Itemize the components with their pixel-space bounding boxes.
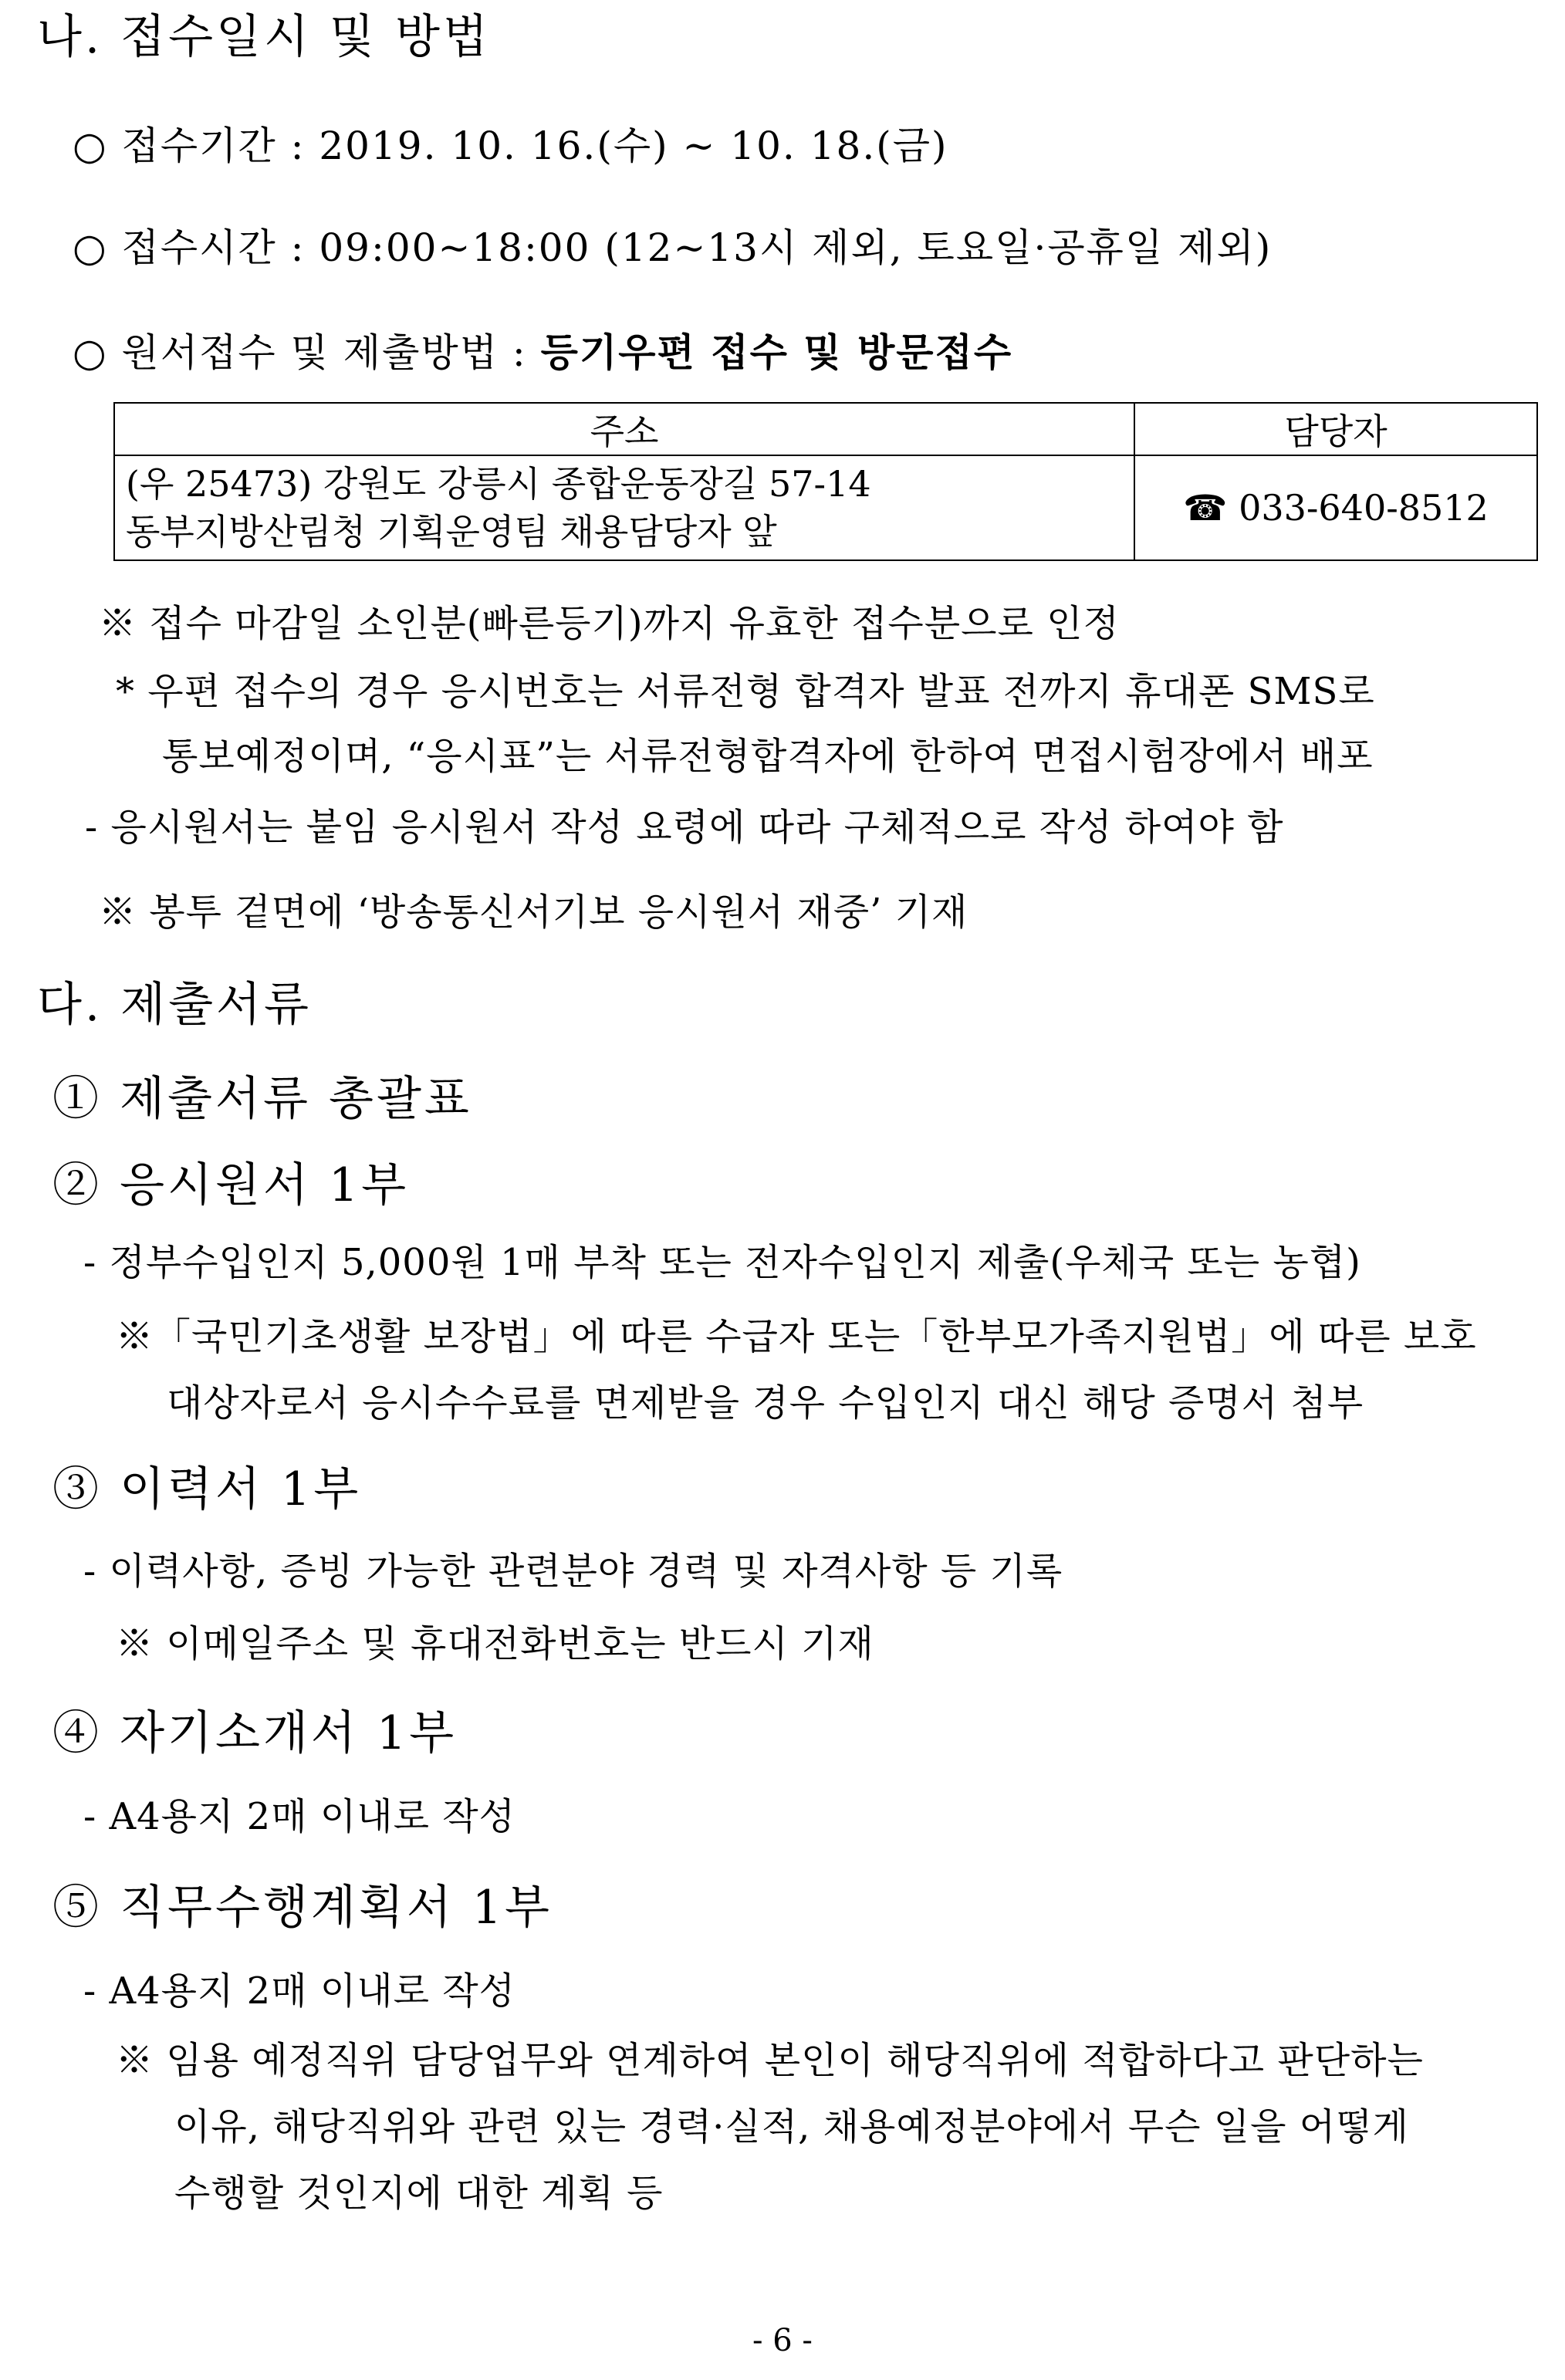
page-number: - 6 - <box>752 2323 813 2358</box>
address-line-1: (우 25473) 강원도 강릉시 종합운동장길 57-14 <box>126 463 871 505</box>
item-2-note-line-1: ※「국민기초생활 보장법」에 따른 수급자 또는「한부모가족지원법」에 따른 보호 <box>116 1315 1477 1358</box>
item-2-dash: - 정부수입인지 5,000원 1매 부착 또는 전자수입인지 제출(우체국 또는 농협) <box>83 1241 1361 1284</box>
item-2-note-line-2: 대상자로서 응시수수료를 면제받을 경우 수입인지 대신 해당 증명서 첨부 <box>167 1381 1364 1425</box>
item-5-note-line-3: 수행할 것인지에 대한 계획 등 <box>174 2172 664 2215</box>
note-postmark: ※ 접수 마감일 소인분(빠른등기)까지 유효한 접수분으로 인정 <box>99 602 1120 645</box>
section-heading-na: 나. 접수일시 및 방법 <box>37 10 491 64</box>
item-5-note-line-2: 이유, 해당직위와 관련 있는 경력·실적, 채용예정분야에서 무슨 일을 어떻게 <box>174 2105 1409 2148</box>
table-row <box>114 455 1537 560</box>
note-sms-line-1: * 우편 접수의 경우 응시번호는 서류전형 합격자 발표 전까지 휴대폰 SMS로 <box>116 670 1375 713</box>
address-line-2: 동부지방산림청 기획운영팀 채용담당자 앞 <box>126 511 777 553</box>
reception-period: ○ 접수기간 : 2019. 10. 16.(수) ~ 10. 18.(금) <box>73 123 948 168</box>
reception-time: ○ 접수시간 : 09:00~18:00 (12~13시 제외, 토요일·공휴일 제외) <box>73 225 1273 270</box>
item-5-dash: - A4용지 2매 이내로 작성 <box>83 1969 515 2013</box>
submission-method <box>73 330 1013 375</box>
item-4-heading: ④ 자기소개서 1부 <box>52 1706 458 1760</box>
note-envelope: ※ 봉투 겉면에 ‘방송통신서기보 응시원서 재중’ 기재 <box>99 891 968 934</box>
address-table <box>113 402 1538 561</box>
submission-method-value: 등기우편 접수 및 방문접수 <box>540 330 1013 375</box>
item-2-heading: ② 응시원서 1부 <box>52 1158 410 1212</box>
address-cell <box>114 455 1134 560</box>
section-heading-da: 다. 제출서류 <box>37 978 312 1032</box>
note-sms-line-2: 통보예정이며, “응시표”는 서류전형합격자에 한하여 면접시험장에서 배포 <box>162 735 1374 778</box>
item-4-dash: - A4용지 2매 이내로 작성 <box>83 1795 515 1838</box>
header-address: 주소 <box>114 403 1134 455</box>
dash-application-form: - 응시원서는 붙임 응시원서 작성 요령에 따라 구체적으로 작성 하여야 함 <box>85 806 1284 849</box>
item-3-dash: - 이력사항, 증빙 가능한 관련분야 경력 및 자격사항 등 기록 <box>83 1550 1063 1593</box>
item-1-heading: ① 제출서류 총괄표 <box>52 1072 472 1126</box>
phone-cell: ☎ 033-640-8512 <box>1134 455 1537 560</box>
header-contact: 담당자 <box>1134 403 1537 455</box>
item-3-heading: ③ 이력서 1부 <box>52 1462 362 1516</box>
submission-method-label: ○ 원서접수 및 제출방법 : <box>73 330 541 375</box>
item-5-heading: ⑤ 직무수행계획서 1부 <box>52 1881 553 1935</box>
item-3-note: ※ 이메일주소 및 휴대전화번호는 반드시 기재 <box>116 1622 874 1665</box>
table-header-row <box>114 403 1537 455</box>
item-5-note-line-1: ※ 임용 예정직위 담당업무와 연계하여 본인이 해당직위에 적합하다고 판단하는 <box>116 2039 1424 2082</box>
